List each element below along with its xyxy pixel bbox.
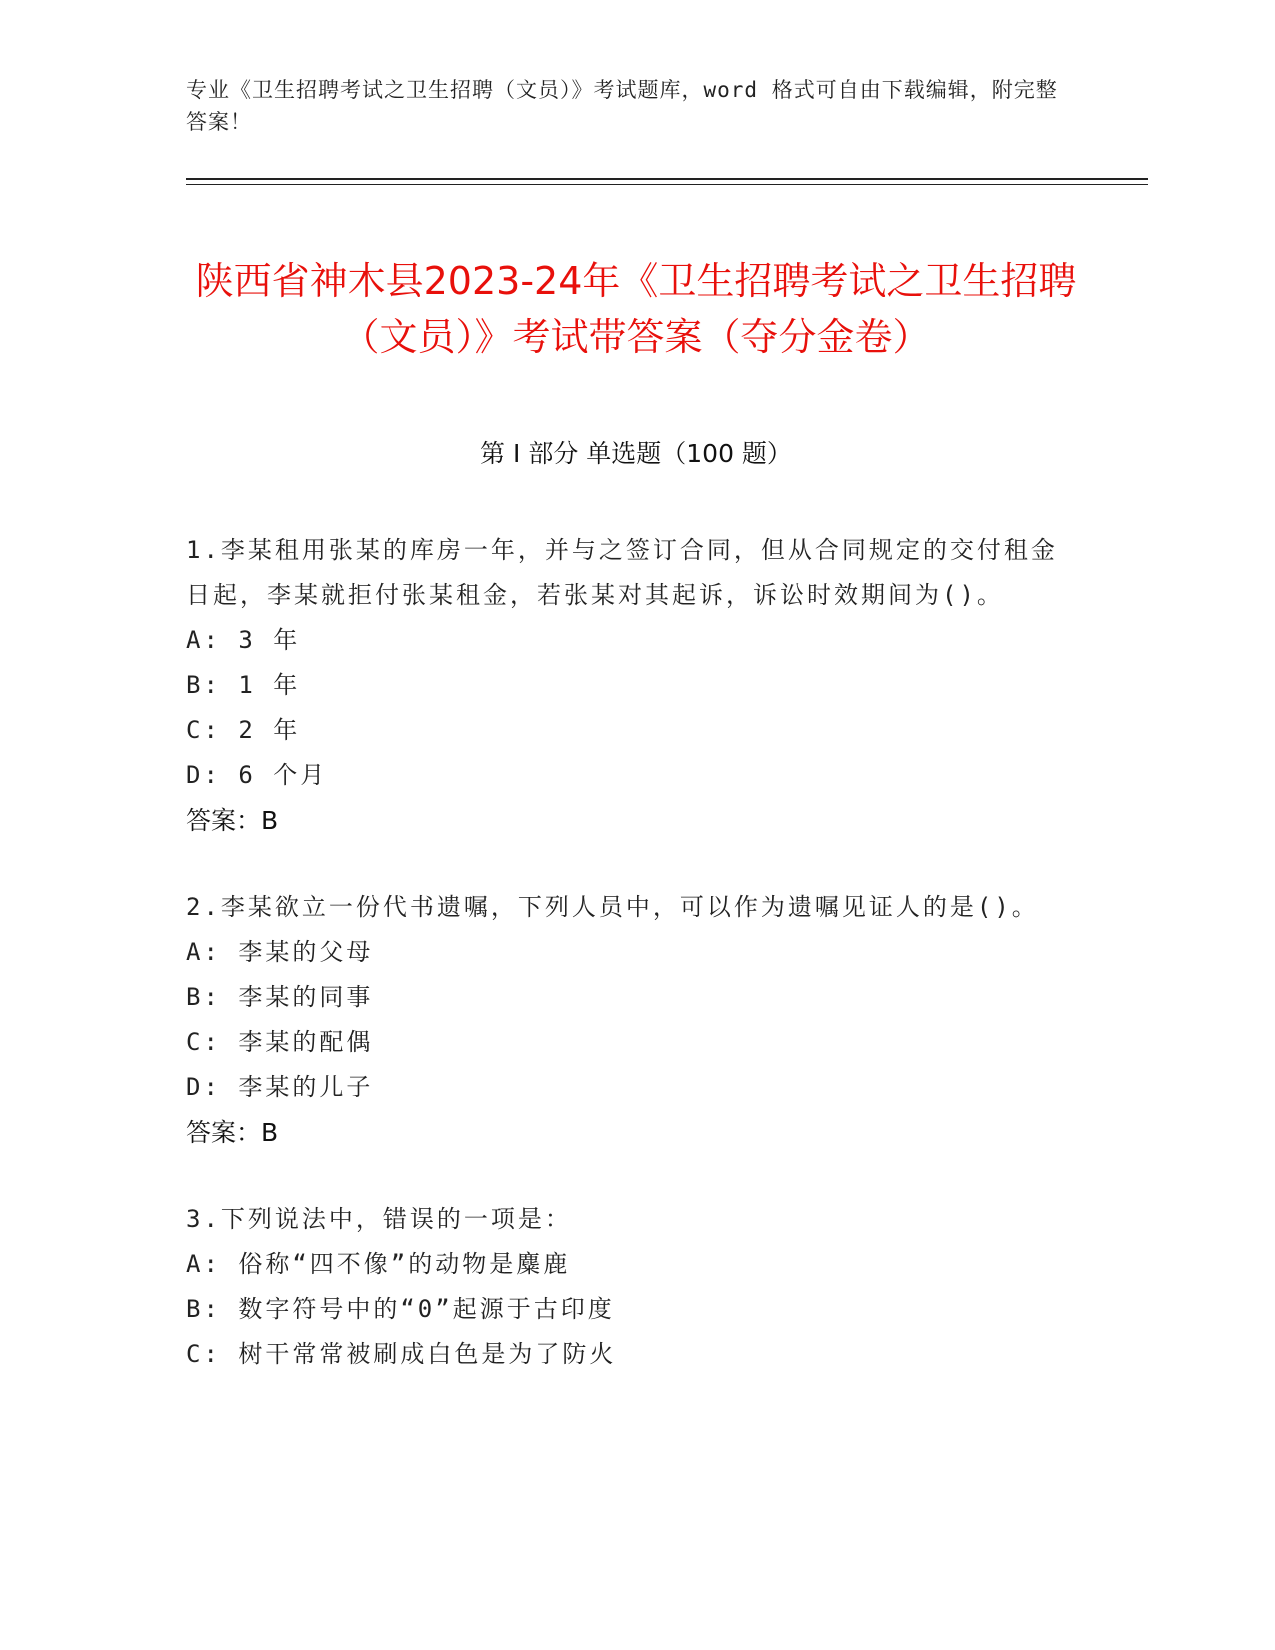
option-d: D: 6 个月 xyxy=(186,761,328,789)
section-title: 第 I 部分 单选题（100 题） xyxy=(480,439,792,468)
question-stem: 1.李某租用张某的库房一年，并与之签订合同，但从合同规定的交付租金日起，李某就拒付张某租金，若张某对其起诉，诉讼时效期间为()。 xyxy=(186,536,1058,609)
option-a: A: 李某的父母 xyxy=(186,938,374,966)
option-a: A: 3 年 xyxy=(186,626,301,654)
question-list xyxy=(186,528,1066,1419)
question-2 xyxy=(186,885,1066,1155)
question-stem: 3.下列说法中，错误的一项是： xyxy=(186,1205,572,1233)
option-b: B: 1 年 xyxy=(186,671,301,699)
option-d: D: 李某的儿子 xyxy=(186,1073,374,1101)
answer-text: 答案：B xyxy=(186,806,279,835)
header-note: 专业《卫生招聘考试之卫生招聘（文员）》考试题库，word 格式可自由下载编辑，附完整答案！ xyxy=(186,78,1058,134)
option-c: C: 李某的配偶 xyxy=(186,1028,374,1056)
option-c: C: 2 年 xyxy=(186,716,301,744)
option-b: B: 李某的同事 xyxy=(186,983,374,1011)
header-rule-thick xyxy=(186,178,1148,180)
answer-text: 答案：B xyxy=(186,1118,279,1147)
option-b: B: 数字符号中的“0”起源于古印度 xyxy=(186,1295,615,1323)
document-title: 陕西省神木县2023-24年《卫生招聘考试之卫生招聘（文员）》考试带答案（夺分金卷） xyxy=(195,259,1077,360)
option-c: C: 树干常常被刷成白色是为了防火 xyxy=(186,1340,617,1368)
header-rule-thin xyxy=(186,184,1148,185)
option-a: A: 俗称“四不像”的动物是麋鹿 xyxy=(186,1250,571,1278)
question-3 xyxy=(186,1197,1066,1377)
question-stem: 2.李某欲立一份代书遗嘱，下列人员中，可以作为遗嘱见证人的是()。 xyxy=(186,893,1039,921)
question-1 xyxy=(186,528,1066,843)
